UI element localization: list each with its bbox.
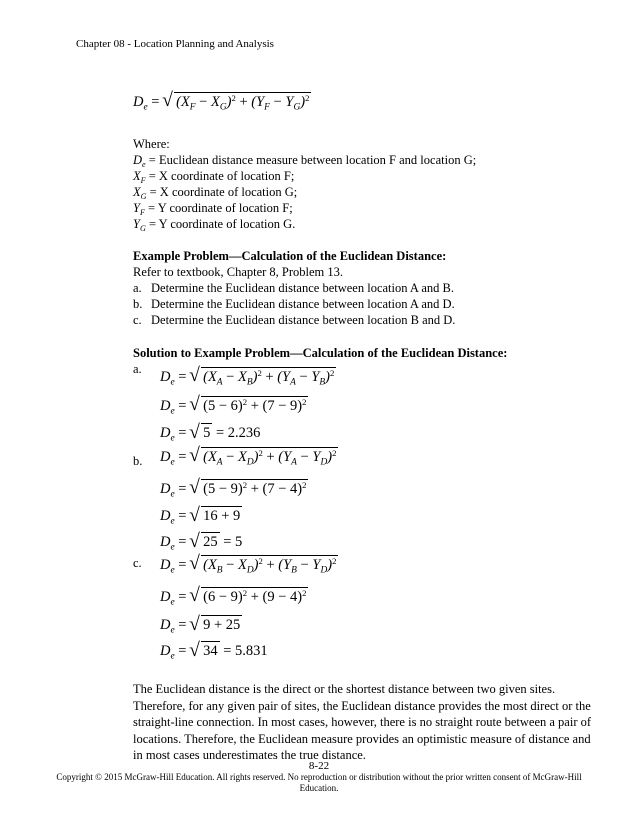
- copyright-line-1: Copyright © 2015 McGraw-Hill Education. All rights reserved. No reproduction or distribution without the prior written consent of McGraw-Hill: [56, 772, 582, 782]
- conclusion-line: in most cases underestimates the true distance.: [133, 748, 366, 762]
- where-label: Where:: [133, 137, 170, 151]
- solution-c-result: $D_e$ = √ 34 = 5.831: [160, 643, 268, 661]
- definition-yf: $Y_F = Y$ coordinate of location F;: [133, 201, 293, 217]
- conclusion-line: locations. Therefore, the Euclidean measure provides an optimistic measure of distance and: [133, 731, 591, 746]
- solution-b-result: $D_e$ = √ 25 = 5: [160, 534, 242, 552]
- conclusion-line: straight-line connection. In most cases, however, there is no straight route between a pair of: [133, 715, 592, 729]
- example-item-b: b. Determine the Euclidean distance between location A and D.: [133, 297, 455, 311]
- solution-a-formula: $D_e$ = √ $(X_A - X_B)^2 + (Y_A - Y_B)^2$: [160, 368, 336, 388]
- example-intro: Refer to textbook, Chapter 8, Problem 13.: [133, 265, 344, 279]
- solution-b-substitution: $D_e$ = √ $(5 - 9)^2 + (7 - 4)^2$: [160, 480, 308, 500]
- conclusion-line: Therefore, for any given pair of sites, the Euclidean distance provides the most direct or the: [133, 698, 591, 713]
- euclidean-formula: $D_e$ = √ $(X_F - X_G)^2 + (Y_F - Y_G)^2$: [133, 93, 311, 113]
- solution-c-sum: $D_e$ = √ 9 + 25: [160, 617, 242, 635]
- definition-yg: $Y_G = Y$ coordinate of location G.: [133, 217, 296, 233]
- solution-title: Solution to Example Problem—Calculation of the Euclidean Distance:: [133, 346, 508, 360]
- solution-c-formula: $D_e$ = √ $(X_B - X_D)^2 + (Y_B - Y_D)^2$: [160, 556, 338, 576]
- solution-b-sum: $D_e$ = √ 16 + 9: [160, 508, 242, 526]
- definition-xg: $X_G = X$ coordinate of location G;: [133, 185, 298, 201]
- copyright-line-2: Education.: [299, 783, 339, 793]
- page-number: 8-22: [308, 760, 330, 772]
- conclusion-paragraph: [133, 681, 591, 764]
- solution-a-result: $D_e$ = √ 5 = 2.236: [160, 425, 260, 443]
- definition-de: $D_e$ = Euclidean distance measure between location F and location G;: [133, 153, 477, 169]
- solution-label-c: c.: [133, 556, 142, 570]
- example-item-a: a. Determine the Euclidean distance between location A and B.: [133, 281, 455, 295]
- example-item-c: c. Determine the Euclidean distance between location B and D.: [133, 313, 456, 327]
- copyright-notice: [0, 772, 638, 794]
- solution-label-b: b.: [133, 454, 143, 468]
- example-title: Example Problem—Calculation of the Euclidean Distance:: [133, 249, 447, 263]
- solution-label-a: a.: [133, 362, 142, 376]
- solution-c-substitution: $D_e$ = √ $(6 - 9)^2 + (9 - 4)^2$: [160, 588, 308, 608]
- chapter-header: Chapter 08 - Location Planning and Analysis: [76, 38, 274, 50]
- conclusion-line: The Euclidean distance is the direct or the shortest distance between two given sites.: [133, 682, 556, 696]
- definition-xf: $X_F = X$ coordinate of location F;: [133, 169, 295, 185]
- solution-a-substitution: $D_e$ = √ $(5 - 6)^2 + (7 - 9)^2$: [160, 397, 308, 417]
- solution-b-formula: $D_e$ = √ $(X_A - X_D)^2 + (Y_A - Y_D)^2$: [160, 448, 338, 468]
